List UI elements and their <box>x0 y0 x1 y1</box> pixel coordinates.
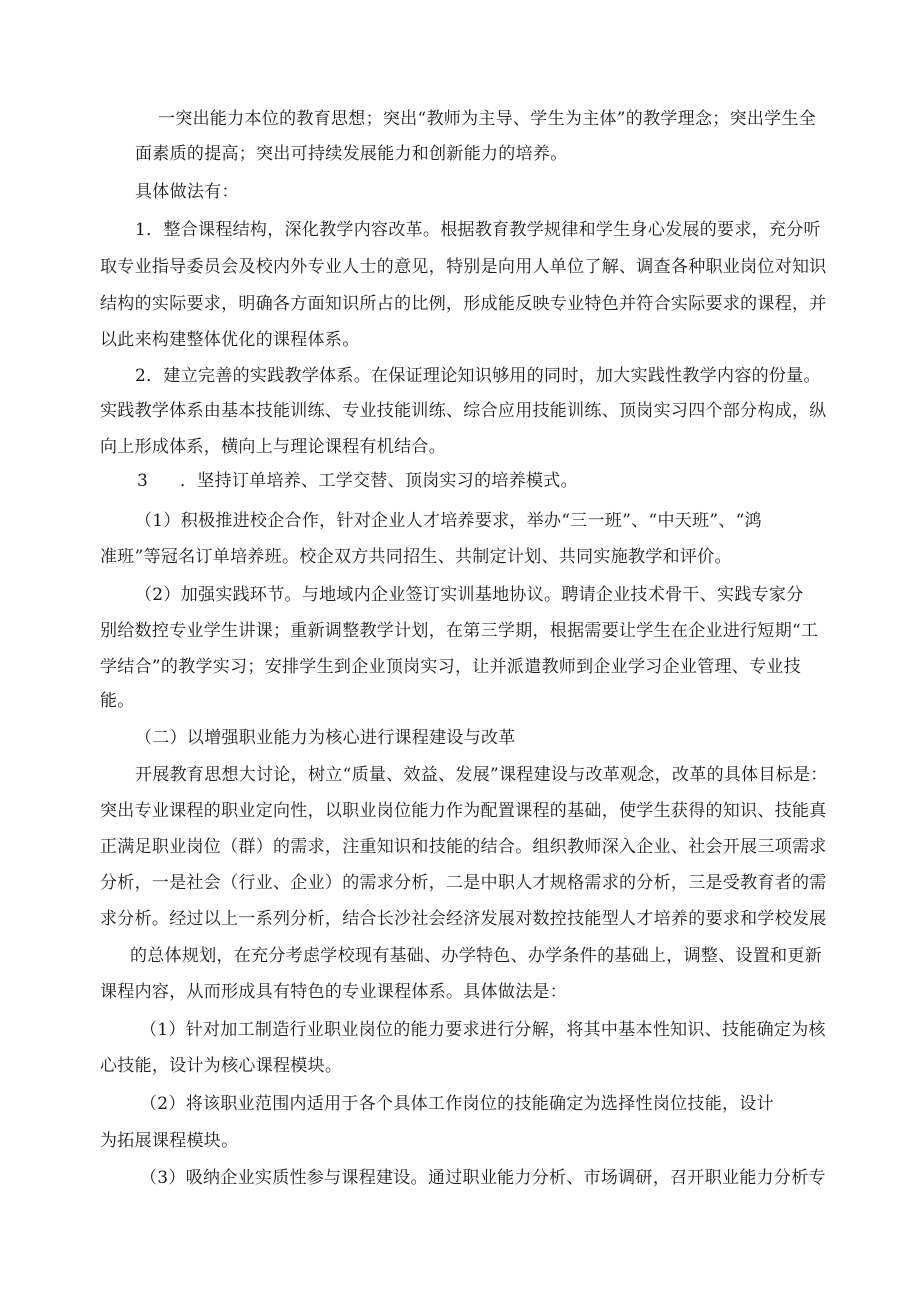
text-line: 分析，一是社会（行业、企业）的需求分析，二是中职人才规格需求的分析，三是受教育者的需 <box>100 873 827 893</box>
text-line: （1）积极推进校企合作，针对企业人才培养要求，举办“三一班”、“中天班”、“鸿 <box>135 511 762 531</box>
text-line: 别给数控专业学生讲课；重新调整教学计划，在第三学期，根据需要让学生在企业进行短期“工 <box>100 621 819 641</box>
text-line: 向上形成体系，横向上与理论课程有机结合。 <box>100 437 446 457</box>
text-line: 正满足职业岗位（群）的需求，注重知识和技能的结合。组织教师深入企业、社会开展三项需求 <box>100 837 827 857</box>
list-number: 3 <box>137 471 149 491</box>
text-line: 突出专业课程的职业定向性，以职业岗位能力作为配置课程的基础，使学生获得的知识、技能真 <box>100 801 827 821</box>
text-line: 具体做法有： <box>135 182 239 202</box>
text-line: 结构的实际要求，明确各方面知识所占的比例，形成能反映专业特色并符合实际要求的课程，并 <box>100 294 827 314</box>
text-line: 开展教育思想大讨论，树立“质量、效益、发展”课程建设与改革观念，改革的具体目标是： <box>135 765 828 785</box>
text-line: 准班”等冠名订单培养班。校企双方共同招生、共制定计划、共同实施教学和评价。 <box>100 547 732 567</box>
text-line: 课程内容，从而形成具有特色的专业课程体系。具体做法是： <box>100 982 568 1002</box>
text-line: ．坚持订单培养、工学交替、顶岗实习的培养模式。 <box>180 471 578 491</box>
text-line: 心技能，设计为核心课程模块。 <box>100 1056 343 1076</box>
text-line: （2）加强实践环节。与地域内企业签订实训基地协议。聘请企业技术骨干、实践专家分 <box>135 585 804 605</box>
text-line: 求分析。经过以上一系列分析，结合长沙社会经济发展对数控技能型人才培养的要求和学校发展 <box>100 909 827 929</box>
text-line: 1．整合课程结构，深化教学内容改革。根据教育教学规律和学生身心发展的要求，充分听 <box>135 220 821 240</box>
section-heading: （二）以增强职业能力为核心进行课程建设与改革 <box>135 728 516 748</box>
text-line: （1）针对加工制造行业职业岗位的能力要求进行分解，将其中基本性知识、技能确定为核 <box>140 1020 826 1040</box>
text-line: 的总体规划，在充分考虑学校现有基础、办学特色、办学条件的基础上，调整、设置和更新 <box>130 946 822 966</box>
text-line: 学结合”的教学实习；安排学生到企业顶岗实习，让并派遣教师到企业学习企业管理、专业技 <box>100 657 801 677</box>
text-line: 以此来构建整体优化的课程体系。 <box>100 330 360 350</box>
text-line: 2．建立完善的实践教学体系。在保证理论知识够用的同时，加大实践性教学内容的份量。 <box>135 366 821 386</box>
text-line: （3）吸纳企业实质性参与课程建设。通过职业能力分析、市场调研，召开职业能力分析专 <box>140 1168 826 1188</box>
text-line: 实践教学体系由基本技能训练、专业技能训练、综合应用技能训练、顶岗实习四个部分构成，纵 <box>100 401 827 421</box>
text-line: 一突出能力本位的教育思想；突出“教师为主导、学生为主体”的教学理念；突出学生全 <box>158 109 817 129</box>
text-line: 取专业指导委员会及校内外专业人士的意见，特别是向用人单位了解、调查各种职业岗位对知识 <box>100 257 827 277</box>
text-line: 能。 <box>100 691 135 711</box>
text-line: 为拓展课程模块。 <box>100 1131 239 1151</box>
text-line: （2）将该职业范围内适用于各个具体工作岗位的技能确定为选择性岗位技能，设计 <box>140 1094 774 1114</box>
text-line: 面素质的提高；突出可持续发展能力和创新能力的培养。 <box>135 144 568 164</box>
